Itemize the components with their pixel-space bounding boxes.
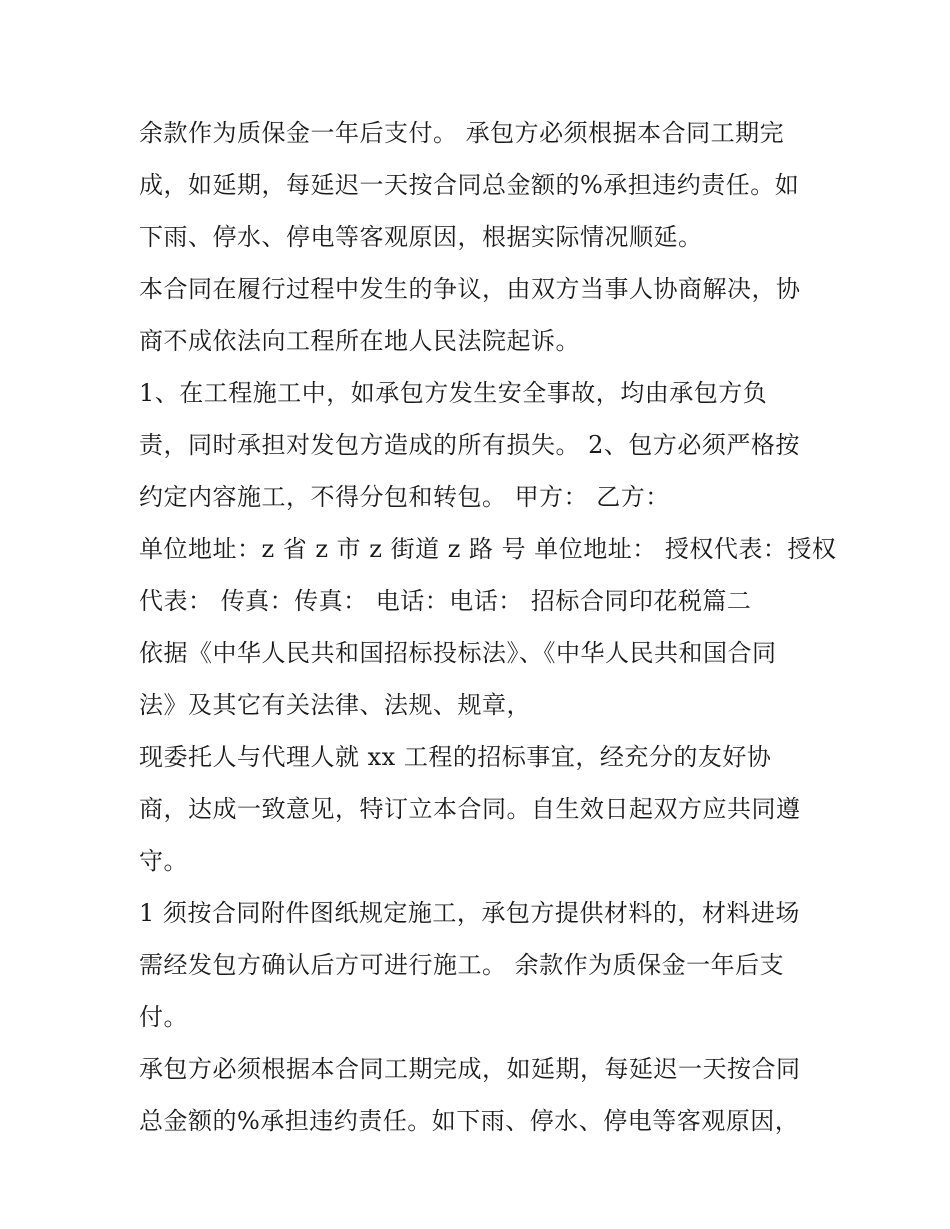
- text-line: 现委托人与代理人就 xx 工程的招标事宜，经充分的友好协: [139, 743, 772, 771]
- text-line: 依据《中华人民共和国招标投标法》、《中华人民共和国合同: [139, 639, 777, 667]
- text-line: 总金额的%承担违约责任。如下雨、停水、停电等客观原因，: [139, 1107, 800, 1135]
- text-line: 商不成依法向工程所在地人民法院起诉。: [139, 327, 580, 355]
- text-line: 代表： 传真：传真： 电话：电话： 招标合同印花税篇二: [139, 587, 752, 615]
- text-line: 余款作为质保金一年后支付。 承包方必须根据本合同工期完: [139, 119, 785, 147]
- document-body: [139, 107, 837, 1147]
- text-line: 承包方必须根据本合同工期完成，如延期，每延迟一天按合同: [139, 1055, 801, 1083]
- text-line: 下雨、停水、停电等客观原因，根据实际情况顺延。: [139, 223, 703, 251]
- text-line: 成，如延期，每延迟一天按合同总金额的%承担违约责任。如: [139, 171, 800, 199]
- text-line: 1、在工程施工中，如承包方发生安全事故，均由承包方负: [139, 379, 768, 407]
- text-line: 法》及其它有关法律、法规、规章，: [139, 691, 531, 719]
- text-line: 责，同时承担对发包方造成的所有损失。 2、包方必须严格按: [139, 431, 800, 459]
- text-line: 本合同在履行过程中发生的争议，由双方当事人协商解决，协: [139, 275, 801, 303]
- text-line: 约定内容施工，不得分包和转包。 甲方： 乙方：: [139, 483, 670, 511]
- text-line: 单位地址：z 省 z 市 z 街道 z 路 号 单位地址： 授权代表：授权: [139, 535, 837, 563]
- text-line: 商，达成一致意见，特订立本合同。自生效日起双方应共同遵: [139, 795, 801, 823]
- text-line: 1 须按合同附件图纸规定施工，承包方提供材料的，材料进场: [139, 899, 800, 927]
- text-line: 付。: [139, 1003, 188, 1031]
- text-line: 需经发包方确认后方可进行施工。 余款作为质保金一年后支: [139, 951, 785, 979]
- text-line: 守。: [139, 847, 188, 875]
